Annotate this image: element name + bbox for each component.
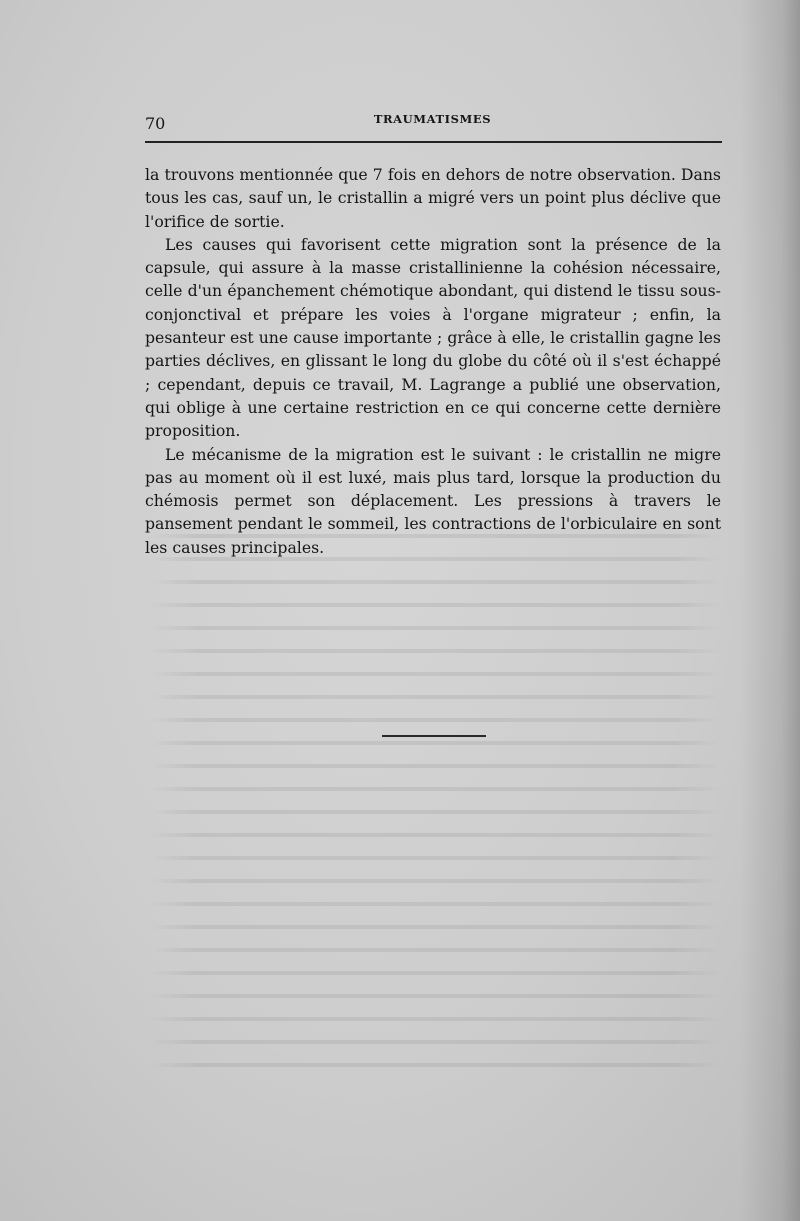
- header-rule: [145, 141, 722, 143]
- paragraph-causes: Les causes qui favorisent cette migration sont la présence de la capsule, qui assure à la masse cristallinienne la cohésion nécessaire, celle d'un épanchement chémotique abondant, qui distend le tissu sous-conjonctival et prépare les voies à l'organe migrateur ; enfin, la pesanteur est une cause importante ; grâce à elle, le cristallin gagne les parties déclives, en glissant le long du globe du côté où il s'est échappé ; cependant, depuis ce travail, M. Lagrange a publié une observation, qui oblige à une certaine restriction en ce qui concerne cette dernière proposition.: [145, 234, 721, 441]
- page-edge-shadow: [740, 0, 800, 1221]
- paragraph-continuation: la trouvons mentionnée que 7 fois en dehors de notre observation. Dans tous les cas, sauf un, le cristallin a migré vers un point plus déclive que l'orifice de sortie.: [145, 165, 721, 231]
- page-number: 70: [145, 114, 166, 133]
- page-header: [145, 112, 720, 136]
- show-through-text: [150, 520, 720, 1080]
- body-text: [145, 163, 721, 559]
- section-end-rule: [382, 735, 486, 737]
- running-title: TRAUMATISMES: [373, 112, 492, 126]
- paragraph-mecanisme: Le mécanisme de la migration est le suivant : le cristallin ne migre pas au moment où il est luxé, mais plus tard, lorsque la production du chémosis permet son déplacement. Les pressions à travers le pansement pendant le sommeil, les contractions de l'orbiculaire en sont les causes principales.: [145, 444, 721, 557]
